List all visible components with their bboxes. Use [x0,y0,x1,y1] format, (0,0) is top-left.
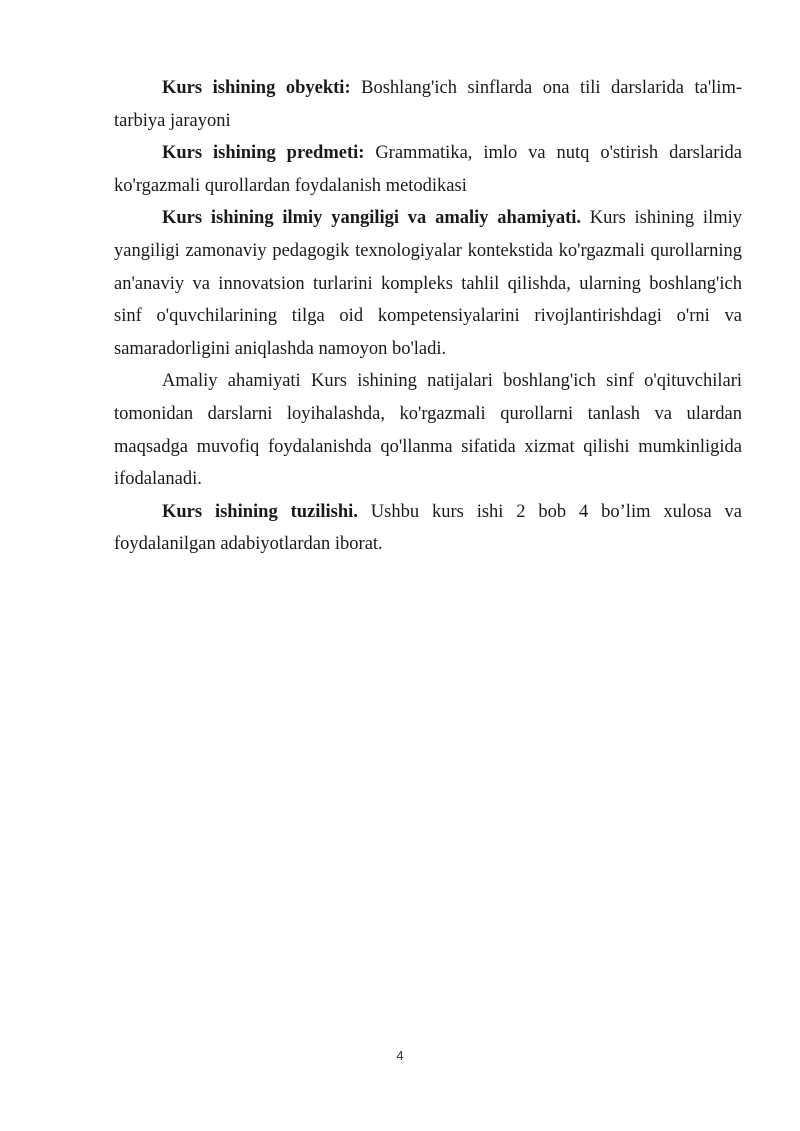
heading-subject: Kurs ishining predmeti: [162,143,365,164]
paragraph-structure [114,496,742,561]
text-object: Boshlang'ich sinflarda ona tili darslarida ta'lim-tarbiya jarayoni [114,78,742,131]
text-novelty: Kurs ishining ilmiy yangiligi zamonaviy pedagogik texnologiyalar kontekstida ko'rgazmali qurollarning an'anaviy va innovatsion turlarini kompleks tahlil qilishda, ularning boshlang'ich sinf o'quvchilarining tilga oid kompetensiyalarini rivojlantirishdagi o'rni va samaradorligini aniqlashda namoyon bo'ladi. [114,208,742,359]
page-number: 4 [396,1048,404,1063]
text-subject: Grammatika, imlo va nutq o'stirish darslarida ko'rgazmali qurollardan foydalanish metodikasi [114,143,742,196]
paragraph-object [114,72,742,137]
text-practical: Amaliy ahamiyati Kurs ishining natijalari boshlang'ich sinf o'qituvchilari tomonidan darslarni loyihalashda, ko'rgazmali qurollarni tanlash va ulardan maqsadga muvofiq foydalanishda qo'llanma sifatida xizmat qilishi mumkinligida ifodalanadi. [114,371,742,490]
text-structure: Ushbu kurs ishi 2 bob 4 bo’lim xulosa va foydalanilgan adabiyotlardan iborat. [114,501,742,555]
heading-object: Kurs ishining obyekti: [162,78,351,98]
heading-structure: Kurs ishining tuzilishi. [162,501,358,522]
document-body [114,72,742,561]
paragraph-novelty [114,202,742,365]
heading-novelty: Kurs ishining ilmiy yangiligi va amaliy ahamiyati. [162,208,582,229]
paragraph-subject [114,137,742,202]
paragraph-practical [114,365,742,495]
